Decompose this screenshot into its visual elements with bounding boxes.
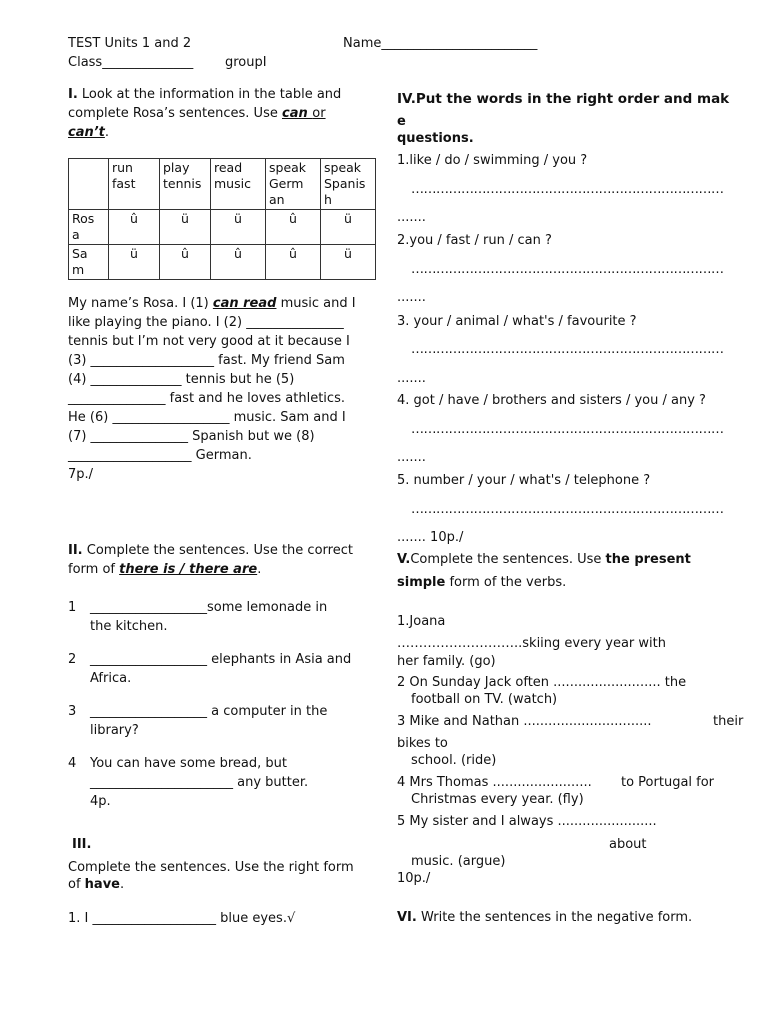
passage-line: _______________ fast and he loves athletics. bbox=[68, 391, 345, 406]
table-row bbox=[69, 245, 376, 280]
list-item-text: You can have some bread, but bbox=[90, 756, 287, 771]
section-4-title-wrap: e bbox=[397, 114, 406, 129]
section-5-points: 10p./ bbox=[397, 871, 431, 886]
exercise-line: Christmas every year. (fly) bbox=[411, 792, 584, 807]
class-field: Class______________ bbox=[68, 55, 194, 70]
passage-line: ___________________ German. bbox=[68, 448, 252, 463]
exercise-line: their bbox=[713, 714, 744, 729]
header-play-tennis: play tennis bbox=[160, 159, 211, 210]
answer-dots: ………………………………………………………………… bbox=[411, 422, 724, 437]
answer-dots-end: ....... bbox=[397, 210, 426, 225]
header-run-fast: run fast bbox=[109, 159, 160, 210]
section-3-item: 1. I ___________________ blue eyes.√ bbox=[68, 911, 296, 926]
list-item: 1 bbox=[68, 600, 77, 615]
list-item: 3 bbox=[68, 704, 77, 719]
answer-dots-end: ....... bbox=[397, 290, 426, 305]
group-label: groupI bbox=[225, 55, 267, 70]
section-4-points: ....... 10p./ bbox=[397, 530, 464, 545]
section-3-number: III. bbox=[72, 837, 92, 852]
table-cell: û bbox=[109, 210, 160, 245]
section-5-instruction-line2: simple form of the verbs. bbox=[397, 575, 567, 590]
section-5-instruction: V.Complete the sentences. Use the present bbox=[397, 552, 691, 567]
section-3-instruction-line2: of have. bbox=[68, 877, 125, 892]
table-cell: ü bbox=[160, 210, 211, 245]
section-1-instruction-line3: can’t. bbox=[68, 125, 110, 140]
answer-dots: ………………………………………………………………… bbox=[411, 262, 724, 277]
passage-line: (4) ______________ tennis but he (5) bbox=[68, 372, 295, 387]
question-item: 2.you / fast / run / can ? bbox=[397, 233, 552, 248]
answer-dots: ………………………………………………………………… bbox=[411, 342, 724, 357]
table-cell: û bbox=[266, 210, 321, 245]
passage-line: My name’s Rosa. I (1) can read music and I bbox=[68, 296, 356, 311]
table-cell: û bbox=[160, 245, 211, 280]
test-title: TEST Units 1 and 2 bbox=[68, 36, 192, 51]
answer-dots-end: ....... bbox=[397, 371, 426, 386]
question-item: 1.like / do / swimming / you ? bbox=[397, 153, 588, 168]
passage-line: like playing the piano. I (2) _______________ bbox=[68, 315, 344, 330]
list-item: 4 bbox=[68, 756, 77, 771]
passage-line: (7) _______________ Spanish but we (8) bbox=[68, 429, 315, 444]
exercise-line: music. (argue) bbox=[411, 854, 506, 869]
exercise-line: to Portugal for bbox=[621, 775, 715, 790]
passage-line: tennis but I’m not very good at it because I bbox=[68, 334, 350, 349]
passage-line: (3) ___________________ fast. My friend Sam bbox=[68, 353, 345, 368]
list-item-text: ______________________ any butter. bbox=[90, 775, 309, 790]
answer-dots: ………………………………………………………………… bbox=[411, 502, 724, 517]
ability-table bbox=[68, 158, 376, 280]
passage-line: He (6) __________________ music. Sam and I bbox=[68, 410, 346, 425]
question-item: 3. your / animal / what's / favourite ? bbox=[397, 314, 637, 329]
header-speak-german: speak Germ an bbox=[266, 159, 321, 210]
table-cell: ü bbox=[211, 210, 266, 245]
table-cell: ü bbox=[321, 245, 376, 280]
exercise-line: ………………………..skiing every year with bbox=[397, 636, 666, 651]
exercise-line: 4 Mrs Thomas ........................ bbox=[397, 775, 592, 790]
section-1-instruction-line2: complete Rosa’s sentences. Use can or bbox=[68, 106, 326, 121]
section-2-instruction: II. Complete the sentences. Use the correct bbox=[68, 543, 353, 558]
list-item-text: __________________ elephants in Asia and bbox=[90, 652, 352, 667]
table-cell: ü bbox=[321, 210, 376, 245]
section-6-instruction: VI. Write the sentences in the negative form. bbox=[397, 910, 693, 925]
table-cell: û bbox=[211, 245, 266, 280]
exercise-line: about bbox=[609, 837, 647, 852]
answer-dots-end: ....... bbox=[397, 450, 426, 465]
section-1-instruction: I. Look at the information in the table and bbox=[68, 87, 342, 102]
answer-dots: ………………………………………………………………… bbox=[411, 182, 724, 197]
table-cell: û bbox=[266, 245, 321, 280]
section-4-title: IV.Put the words in the right order and mak bbox=[397, 91, 730, 107]
list-item-text: __________________some lemonade in bbox=[90, 600, 328, 615]
exercise-line: football on TV. (watch) bbox=[411, 692, 558, 707]
row-name-rosa: Ros a bbox=[69, 210, 109, 245]
list-item-text: library? bbox=[90, 723, 139, 738]
section-2-instruction-line2: form of there is / there are. bbox=[68, 562, 262, 577]
section-1-points: 7p./ bbox=[68, 467, 94, 482]
list-item-text: Africa. bbox=[90, 671, 132, 686]
list-item-text: __________________ a computer in the bbox=[90, 704, 328, 719]
section-3-instruction: Complete the sentences. Use the right form bbox=[68, 860, 354, 875]
exercise-line: 5 My sister and I always ........................ bbox=[397, 814, 657, 829]
table-corner bbox=[69, 159, 109, 210]
row-name-sam: Sa m bbox=[69, 245, 109, 280]
header-speak-spanish: speak Spanis h bbox=[321, 159, 376, 210]
exercise-line: her family. (go) bbox=[397, 654, 496, 669]
header-read-music: read music bbox=[211, 159, 266, 210]
name-field: Name________________________ bbox=[343, 36, 538, 51]
exercise-line: bikes to bbox=[397, 736, 448, 751]
exercise-line: 2 On Sunday Jack often .......................... the bbox=[397, 675, 687, 690]
list-item: 2 bbox=[68, 652, 77, 667]
section-4-title-line2: questions. bbox=[397, 131, 474, 146]
exercise-line: 1.Joana bbox=[397, 614, 446, 629]
question-item: 5. number / your / what's / telephone ? bbox=[397, 473, 651, 488]
exercise-line: 3 Mike and Nathan ............................... bbox=[397, 714, 652, 729]
list-item-text: the kitchen. bbox=[90, 619, 168, 634]
question-item: 4. got / have / brothers and sisters / you / any ? bbox=[397, 393, 706, 408]
table-cell: ü bbox=[109, 245, 160, 280]
table-row bbox=[69, 210, 376, 245]
section-2-points: 4p. bbox=[90, 794, 111, 809]
exercise-line: school. (ride) bbox=[411, 753, 497, 768]
